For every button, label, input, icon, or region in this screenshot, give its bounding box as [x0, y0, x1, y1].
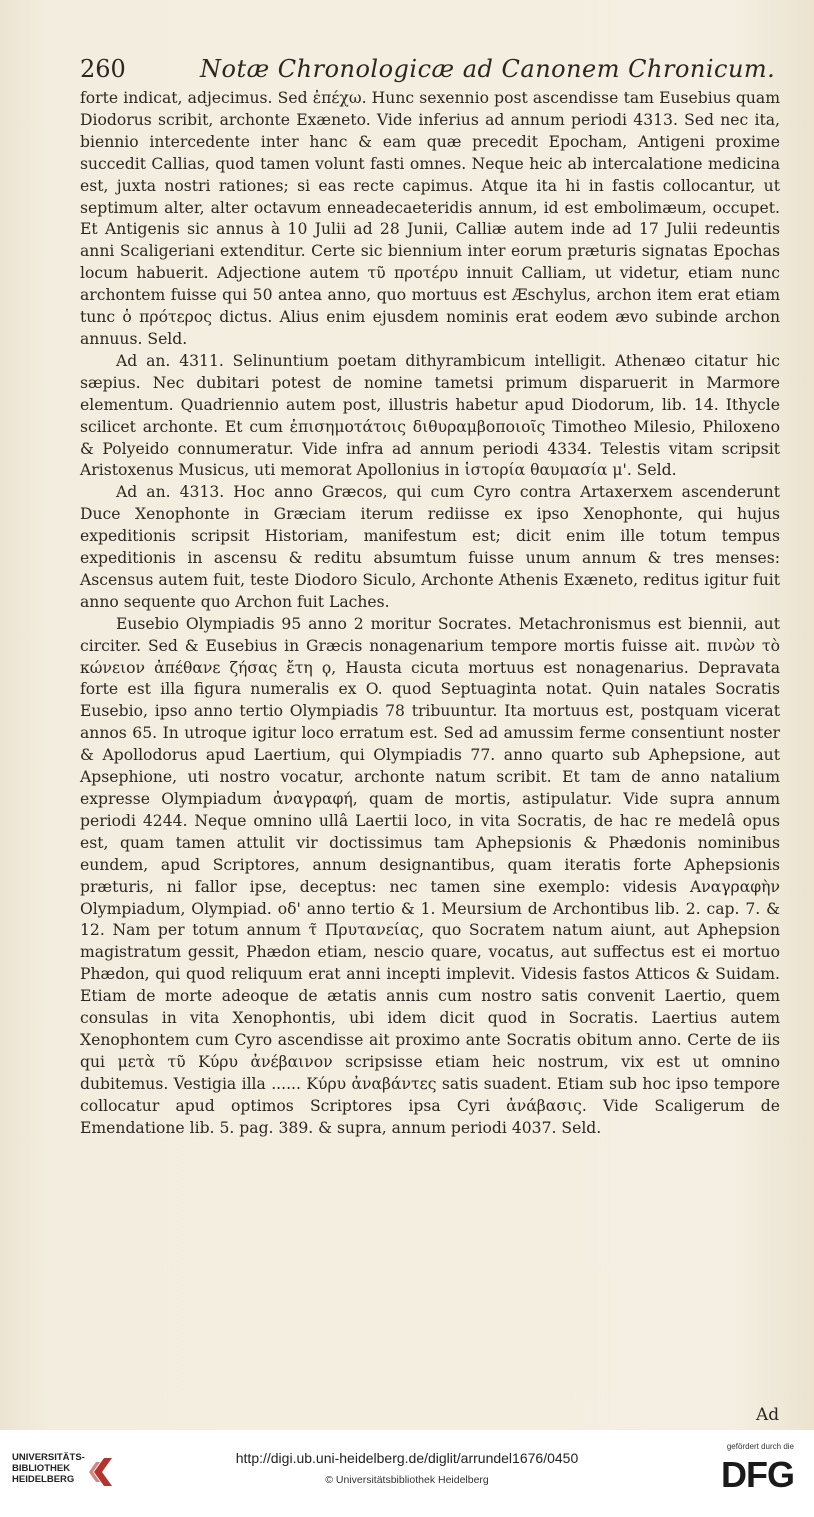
paragraph: forte indicat, adjecimus. Sed ἐπέχω. Hunc sexennio post ascendisse tam Eusebius quam Diodorus scribit, archonte Exæneto. Vide inferius ad annum periodi 4313. Sed nec ita, biennio intercedente inter hanc & eam quæ precedit Epocham, Antigeni proxime succedit Callias, quod tamen volunt fasti omnes. Neque heic ab intercalatione medicina est, juxta nostri rationes; si eas recte capimus. Atque ita hi in fastis collocantur, ut septimum alter, alter octavum enneadecaeteridis annum, id est embolimæum, occupet. Et Antigenis sic annus à 10 Julii ad 28 Junii, Calliæ autem inde ad 17 Julii redeuntis anni Scaligeriani extenditur. Certe sic biennium inter eorum præturis signatas Epochas locum habuerit. Adjectione autem τῦ προτέρυ innuit Calliam, ut videtur, etiam nunc archontem fuisse qui 50 antea anno, quo mortuus est Æschylus, archon item erat etiam tunc ὁ πρότερος dictus. Alius enim ejusdem nominis erat eodem ævo subinde archon annuus. Seld.: [80, 89, 780, 348]
library-name: UNIVERSITÄTS- BIBLIOTHEK HEIDELBERG: [12, 1452, 85, 1485]
page-header: [80, 52, 780, 86]
paragraph: Ad an. 4313. Hoc anno Græcos, qui cum Cyro contra Artaxerxem ascenderunt Duce Xenophonte in Græciam iterum rediisse ex ipso Xenophonte, qui hujus expeditionis scripsit Historiam, manifestum est; dicit enim ille totum tempus expeditionis in ascensu & reditu absumtum fuisse unum annum & tres menses: Ascensus autem fuit, teste Diodoro Siculo, Archonte Athenis Exæneto, reditus igitur fuit anno sequente quo Archon fuit Laches.: [80, 483, 780, 611]
page-number: 260: [80, 55, 126, 83]
dfg-logo: [690, 1442, 800, 1502]
permalink-url[interactable]: http://digi.ub.uni-heidelberg.de/diglit/arrundel1676/0450: [235, 1450, 579, 1466]
paragraph: Eusebio Olympiadis 95 anno 2 moritur Socrates. Metachronismus est biennii, aut circiter. Sed & Eusebius in Græcis nonagenarium tempore mortis fuisse ait. πινὼν τὸ κώνειον ἀπέθανε ζήσας ἔτη ϙ, Hausta cicuta mortuus est nonagenarius. Depravata forte est illa figura numeralis ex O. quod Septuaginta notat. Quin natales Socratis Eusebio, ipso anno tertio Olympiadis 78 tribuuntur. Ita mortuus est, postquam vicerat annos 65. In utroque igitur loco erratum est. Sed ad amussim ferme consentiunt noster & Apollodorus apud Laertium, qui Olympiadis 77. anno quarto sub Aphepsione, aut Apsephione, uti nostro vocatur, archonte natum scribit. Et tam de anno natalium expresse Olympiadum ἀναγραφή, quam de mortis, astipulatur. Vide supra annum periodi 4244. Neque omnino ullâ Laertii loco, in vita Socratis, de hac re medelâ opus est, quam tamen attulit vir doctissimus tam Aphepsionis & Phædonis nominibus eundem, apud Scriptores, annum designantibus, quam iteratis forte Aphepsionis præturis, ni fallor ipse, deceptus: nec tamen sine exemplo: videsis Αναγραφὴν Olympiadum, Olympiad. οδ' anno tertio & 1. Meursium de Archontibus lib. 2. cap. 7. & 12. Nam per totum annum τ̃ Πρυτανείας, quo Socratem natum aiunt, aut Aphepsion magistratum gessit, Phædon etiam, nescio quare, vocatus, aut suffectus est ei mortuo Phædon, qui quod reliquum erat anni incepti implevit. Videsis fastos Atticos & Suidam. Etiam de morte adeoque de ætatis annis cum nostro satis convenit Laertio, quem consulas in vita Xenophontis, ubi idem dicit quod in Socratis. Laertius autem Xenophontem cum Cyro ascendisse ait proximo ante Socratis obitum anno. Certe de iis qui μετὰ τῦ Κύρυ ἀνέβαινον scripsisse etiam heic nostrum, vix est ut omnino dubitemus. Vestigia illa ...... Κύρυ ἀναβάντες satis suadent. Etiam sub hoc ipso tempore collocatur apud optimos Scriptores ipsa Cyri ἀνάβασις. Vide Scaligerum de Emendatione lib. 5. pag. 389. & supra, annum periodi 4037. Seld.: [80, 614, 780, 1137]
running-title: Notæ Chronologicæ ad Canonem Chronicum.: [200, 55, 776, 83]
copyright-notice: © Universitätsbibliothek Heidelberg: [325, 1474, 489, 1486]
dfg-logo-text: DFG: [721, 1454, 794, 1495]
catchword: Ad: [756, 1405, 780, 1425]
footer-bar: [0, 1430, 814, 1517]
body-text: [80, 88, 780, 1140]
funded-by-label: gefördert durch die: [726, 1442, 794, 1451]
paragraph: Ad an. 4311. Selinuntium poetam dithyrambicum intelligit. Athenæo citatur hic sæpius. Nec dubitari potest de nomine tametsi primum disparuerit in Marmore elementum. Quadriennio autem post, illustris habetur apud Diodorum, lib. 14. Ithycle scilicet archonte. Et cum ἐπισημοτάτοις διθυραμβοποιοῖς Timotheo Milesio, Philoxeno & Polyeido connumeratur. Vide infra ad annum periodi 4334. Telestis vitam scripsit Aristoxenus Musicus, uti memorat Apollonius in ἱστορία θαυμασία μ'. Seld.: [80, 351, 780, 480]
